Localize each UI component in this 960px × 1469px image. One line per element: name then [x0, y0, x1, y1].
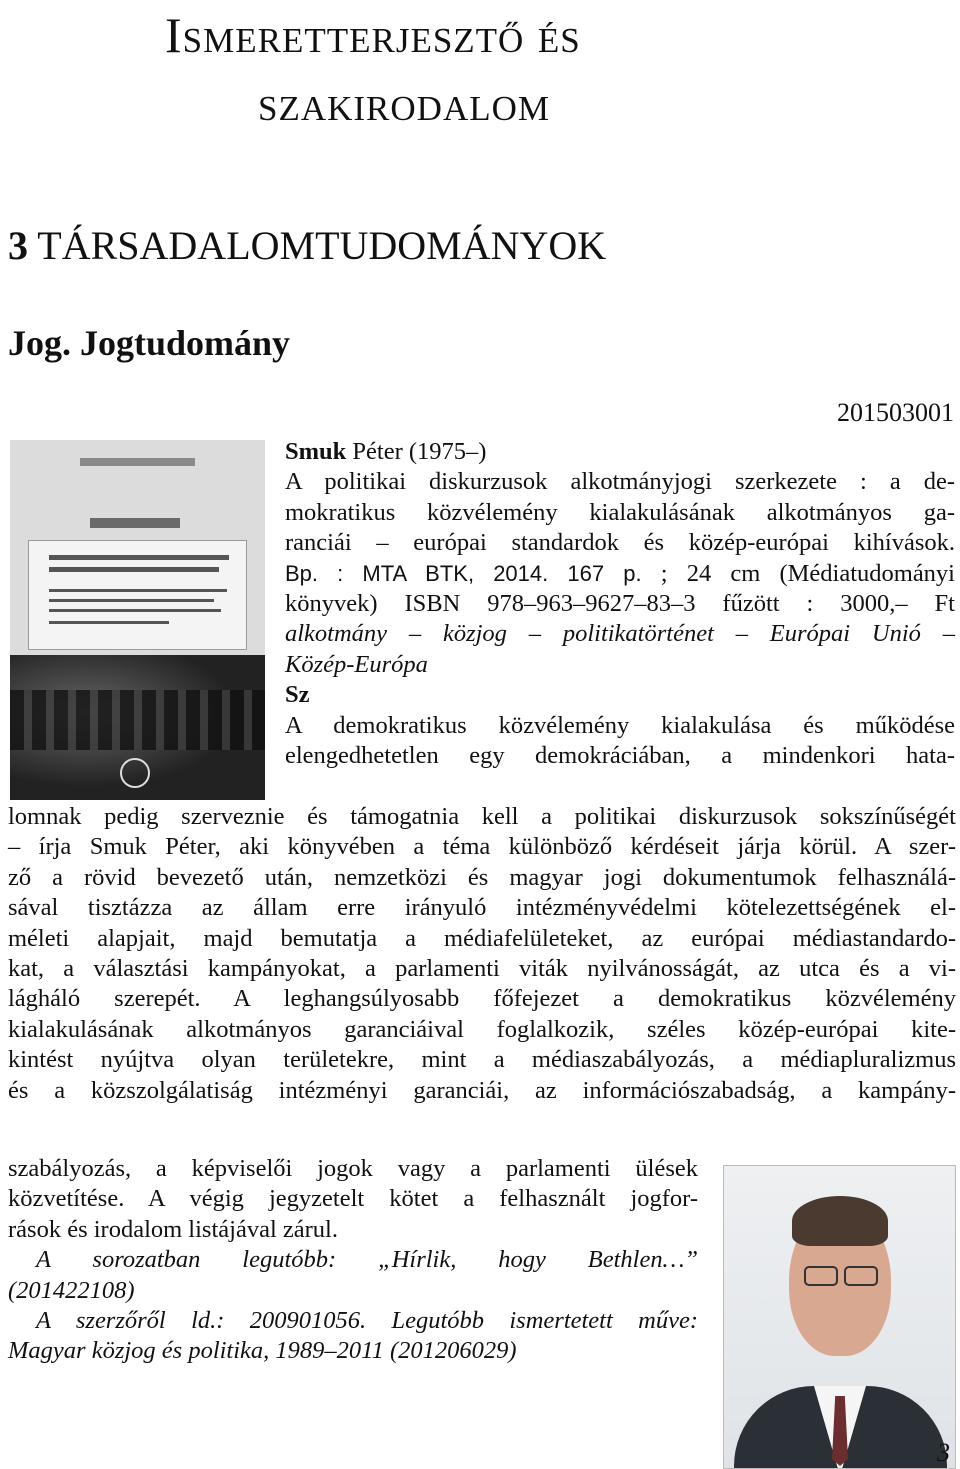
- body-line: – írja Smuk Péter, aki könyvében a téma különböző kérdéseit járja körül. A szer-: [8, 833, 956, 861]
- section-number: 3: [8, 223, 28, 268]
- author-portrait-image: [723, 1165, 956, 1469]
- body-line: közvetítése. A végig jegyzetelt kötet a felhasznált jogfor-: [8, 1185, 698, 1213]
- series-isbn-line: könyvek) ISBN 978–963–9627–83–3 fűzött : 3000,– Ft: [285, 590, 955, 618]
- title-line: ranciái – európai standardok és közép-európai kihívások.: [285, 529, 955, 557]
- author-line: Smuk Péter (1975–): [285, 438, 487, 465]
- body-line: elengedhetetlen egy demokráciában, a mindenkori hata-: [285, 742, 955, 770]
- body-line: kialakulásának alkotmányos garanciáival foglalkozik, széles közép-európai kite-: [8, 1015, 956, 1043]
- section-name: TÁRSADALOMTUDOMÁNYOK: [37, 223, 607, 268]
- page-title-line1: Ismeretterjesztő és: [165, 7, 581, 63]
- entry-description-top: [285, 437, 955, 771]
- book-cover-image: [10, 440, 265, 800]
- section-heading: [8, 223, 607, 268]
- entry-body-full: [8, 802, 956, 1106]
- body-line: méleti alapjait, majd bemutatja a médiafelületeket, az európai médiastandardo-: [8, 924, 956, 952]
- page-number: 3: [937, 1438, 950, 1467]
- body-line: lomnak pedig szerveznie és támogatnia kell a politikai diskurzusok sokszínűségét: [8, 803, 956, 830]
- body-line: sával tisztázza az állam erre irányuló intézményvédelmi kötelezettségének el-: [8, 894, 956, 922]
- body-line: kintést nyújtva olyan területekre, mint a médiaszabályozás, a médiapluralizmus: [8, 1046, 956, 1074]
- reviewer-initials: Sz: [285, 681, 310, 709]
- series-note: A sorozatban legutóbb: „Hírlik, hogy Bethlen…”: [36, 1246, 698, 1274]
- title-line: A politikai diskurzusok alkotmányjogi szerkezete : a de-: [285, 468, 955, 496]
- body-line: A demokratikus közvélemény kialakulása és működése: [285, 711, 955, 739]
- page-title-line2: szakirodalom: [258, 75, 550, 131]
- series-note-code: (201422108): [8, 1276, 135, 1304]
- body-line: és a közszolgálatiság intézményi garanciái, az információszabadság, a kampány-: [8, 1076, 956, 1104]
- author-note: A szerzőről ld.: 200901056. Legutóbb ismertetett műve:: [36, 1307, 698, 1335]
- previous-work: Magyar közjog és politika, 1989–2011 (201206029): [8, 1337, 517, 1365]
- keywords-line: Közép-Európa: [285, 650, 428, 678]
- title-line: mokratikus közvélemény kialakulásának alkotmányos ga-: [285, 498, 955, 526]
- keywords-line: alkotmány – közjog – politikatörténet – Európai Unió –: [285, 620, 955, 648]
- body-line: rások és irodalom listájával zárul.: [8, 1215, 338, 1243]
- author-surname: Smuk: [285, 438, 347, 465]
- body-line: ző a rövid bevezető után, nemzetközi és magyar jogi dokumentumok felhasználá-: [8, 863, 956, 891]
- entry-body-end: [8, 1154, 698, 1367]
- body-line: kat, a választási kampányokat, a parlamenti viták nyilvánosságát, az utca és a vi-: [8, 955, 956, 983]
- publisher-logo-icon: [120, 758, 150, 788]
- publication-line: Bp. : MTA BTK, 2014. 167 p. ; 24 cm (Médiatudományi: [285, 559, 955, 587]
- body-line: szabályozás, a képviselői jogok vagy a parlamenti ülések: [8, 1155, 698, 1182]
- body-line: lágháló szerepét. A leghangsúlyosabb főfejezet a demokratikus közvélemény: [8, 985, 956, 1013]
- subsection-heading: Jog. Jogtudomány: [8, 323, 291, 363]
- entry-code: 201503001: [837, 398, 954, 427]
